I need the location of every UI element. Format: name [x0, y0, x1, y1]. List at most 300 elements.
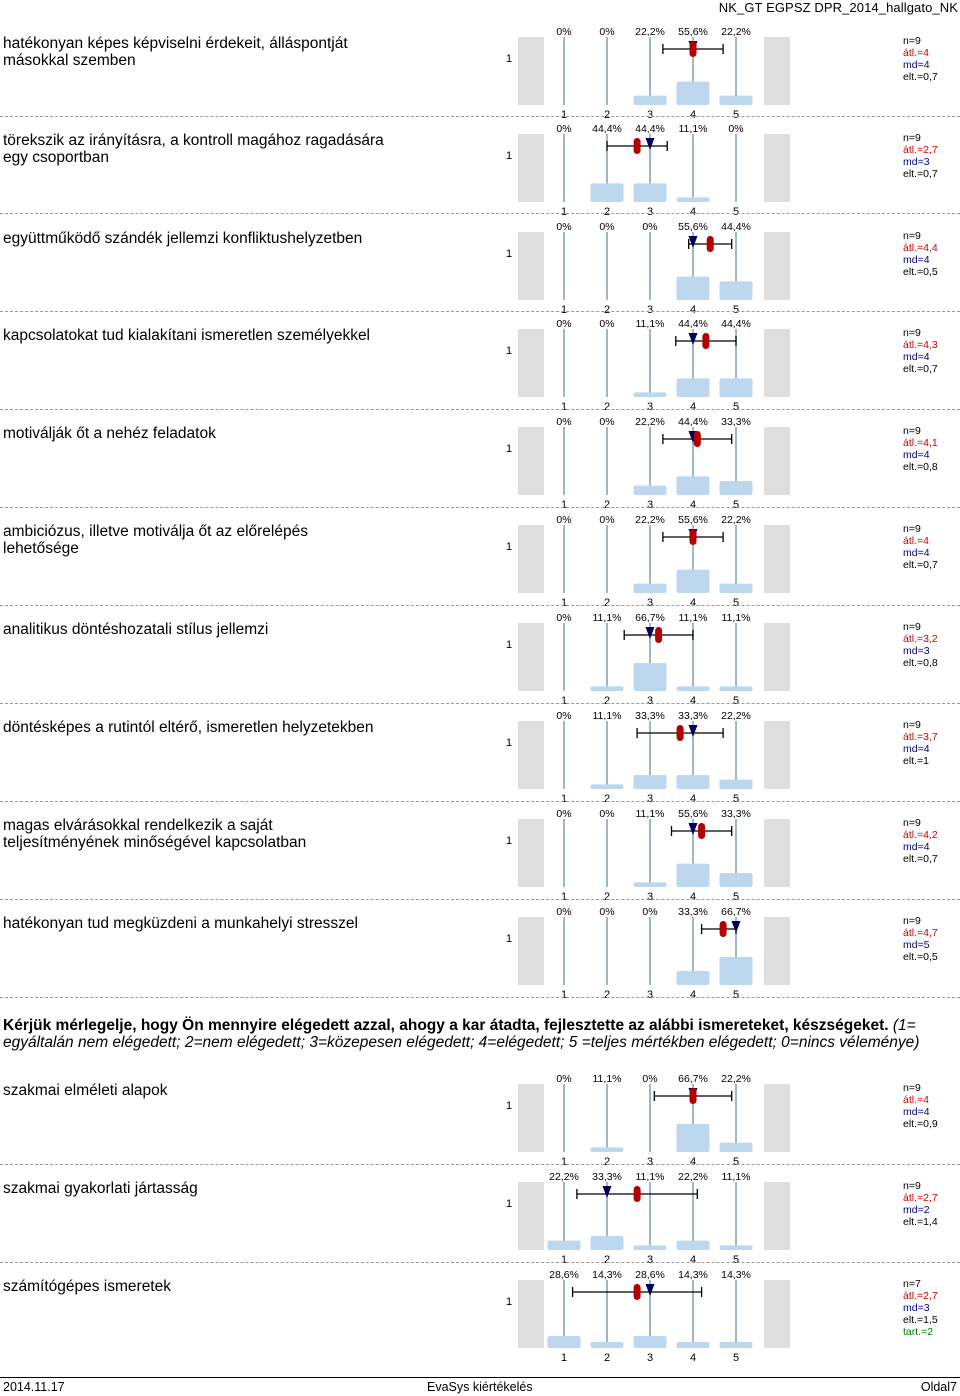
distribution-chart — [518, 1170, 790, 1264]
percentage-label: 22,2% — [721, 514, 751, 526]
scale-tick-label: 5 — [732, 1156, 740, 1168]
stat-mean: átl.=4,1 — [903, 437, 938, 449]
right-gray-block — [764, 134, 790, 202]
scale-tick-label: 4 — [689, 109, 697, 121]
scale-tick-label: 3 — [646, 304, 654, 316]
scale-tick-label: 3 — [646, 206, 654, 218]
question-text: motiválják őt a nehéz feladatok — [3, 425, 216, 442]
right-gray-block — [764, 1280, 790, 1348]
percentage-label: 33,3% — [635, 710, 665, 722]
percentage-label: 44,4% — [635, 123, 665, 135]
item-separator — [0, 899, 960, 900]
distribution-chart — [518, 905, 790, 999]
percentage-label: 55,6% — [678, 26, 708, 38]
distribution-chart — [518, 415, 790, 509]
distribution-bar — [677, 476, 710, 495]
stat-stddev: elt.=0,7 — [903, 168, 938, 180]
scale-tick-label: 3 — [646, 1352, 654, 1364]
scale-tick-label: 1 — [560, 1352, 568, 1364]
stat-count: n=9 — [903, 35, 921, 47]
stat-mean: átl.=4,2 — [903, 829, 938, 841]
distribution-bar — [677, 378, 710, 397]
scale-tick-label: 2 — [603, 597, 611, 609]
question-text: kapcsolatokat tud kialakítani ismeretlen személyekkel — [3, 327, 371, 344]
median-marker — [689, 333, 698, 345]
item-separator — [0, 1164, 960, 1165]
stat-mean: átl.=2,7 — [903, 1290, 938, 1302]
scale-tick-label: 4 — [689, 206, 697, 218]
left-gray-block — [518, 232, 544, 300]
distribution-bar — [677, 277, 710, 300]
right-gray-block — [764, 721, 790, 789]
distribution-bar — [634, 183, 667, 202]
percentage-label: 11,1% — [592, 1073, 622, 1085]
median-marker — [646, 138, 655, 150]
percentage-label: 66,7% — [635, 612, 665, 624]
scale-tick-label: 5 — [732, 304, 740, 316]
distribution-bar — [634, 392, 667, 397]
distribution-bar — [720, 96, 753, 105]
statistics-block — [903, 1278, 938, 1338]
percentage-label: 11,1% — [635, 1171, 665, 1183]
percentage-label: 55,6% — [678, 221, 708, 233]
distribution-bar — [591, 183, 624, 202]
stat-median: md=4 — [903, 547, 930, 559]
scale-tick-label: 2 — [603, 304, 611, 316]
distribution-chart — [518, 709, 790, 803]
statistics-block — [903, 915, 938, 963]
distribution-chart — [518, 807, 790, 901]
percentage-label: 11,1% — [635, 808, 665, 820]
distribution-bar — [548, 1241, 581, 1250]
left-gray-block — [518, 1280, 544, 1348]
stat-stddev: elt.=0,8 — [903, 657, 938, 669]
percentage-label: 0% — [556, 123, 572, 135]
percentage-label: 14,3% — [592, 1269, 622, 1281]
distribution-bar — [677, 570, 710, 593]
scale-tick-label: 1 — [560, 989, 568, 1001]
mean-marker — [655, 627, 662, 643]
scale-tick-label: 3 — [646, 989, 654, 1001]
scale-tick-label: 4 — [689, 891, 697, 903]
statistics-block — [903, 719, 938, 767]
distribution-chart — [518, 317, 790, 411]
mean-marker — [698, 823, 705, 839]
percentage-label: 0% — [556, 318, 572, 330]
distribution-bar — [634, 486, 667, 495]
mean-marker — [694, 431, 701, 447]
percentage-label: 0% — [642, 906, 658, 918]
stat-stddev: elt.=0,5 — [903, 951, 938, 963]
scale-tick-label: 4 — [689, 304, 697, 316]
stat-count: n=9 — [903, 915, 921, 927]
distribution-chart — [518, 611, 790, 705]
distribution-bar — [720, 686, 753, 691]
scale-tick-label: 5 — [732, 1254, 740, 1266]
distribution-bar — [720, 481, 753, 495]
percentage-label: 0% — [599, 906, 615, 918]
scale-tick-label: 4 — [689, 597, 697, 609]
percentage-label: 44,4% — [678, 318, 708, 330]
percentage-label: 33,3% — [678, 906, 708, 918]
median-marker — [646, 1284, 655, 1296]
statistics-block — [903, 523, 938, 571]
distribution-bar — [720, 378, 753, 397]
stat-stddev: elt.=0,8 — [903, 461, 938, 473]
statistics-block — [903, 230, 938, 278]
stat-abstain: tart.=2 — [903, 1326, 934, 1338]
scale-tick-label: 4 — [689, 1352, 697, 1364]
stat-count: n=9 — [903, 523, 921, 535]
scale-tick-label: 4 — [689, 499, 697, 511]
item-separator — [0, 801, 960, 802]
percentage-label: 0% — [556, 710, 572, 722]
percentage-label: 0% — [556, 612, 572, 624]
stat-stddev: elt.=0,7 — [903, 559, 938, 571]
scale-tick-label: 2 — [603, 1254, 611, 1266]
scale-tick-label: 1 — [560, 499, 568, 511]
section-instructions — [3, 1017, 943, 1051]
stat-count: n=9 — [903, 1180, 921, 1192]
statistics-block — [903, 425, 938, 473]
item-separator — [0, 605, 960, 606]
scale-tick-label: 3 — [646, 499, 654, 511]
distribution-bar — [677, 1342, 710, 1348]
distribution-bar — [677, 1241, 710, 1250]
scale-tick-label: 2 — [603, 891, 611, 903]
item-separator — [0, 213, 960, 214]
right-gray-block — [764, 1182, 790, 1250]
percentage-label: 55,6% — [678, 514, 708, 526]
scale-low-label: 1 — [506, 1296, 513, 1308]
percentage-label: 0% — [728, 123, 744, 135]
left-gray-block — [518, 134, 544, 202]
scale-tick-label: 3 — [646, 695, 654, 707]
question-text: ambiciózus, illetve motiválja őt az előrelépés lehetősége — [3, 523, 308, 557]
percentage-label: 44,4% — [678, 416, 708, 428]
stat-count: n=9 — [903, 817, 921, 829]
stat-stddev: elt.=0,7 — [903, 363, 938, 375]
percentage-label: 0% — [599, 221, 615, 233]
percentage-label: 11,1% — [678, 123, 708, 135]
percentage-label: 0% — [556, 514, 572, 526]
percentage-label: 33,3% — [678, 710, 708, 722]
percentage-label: 22,2% — [721, 1073, 751, 1085]
mean-marker — [707, 236, 714, 252]
right-gray-block — [764, 1084, 790, 1152]
item-separator — [0, 409, 960, 410]
scale-low-label: 1 — [506, 248, 513, 260]
statistics-block — [903, 132, 938, 180]
percentage-label: 0% — [599, 416, 615, 428]
stat-median: md=4 — [903, 841, 930, 853]
mean-marker — [690, 41, 697, 57]
percentage-label: 66,7% — [678, 1073, 708, 1085]
stat-stddev: elt.=0,9 — [903, 1118, 938, 1130]
left-gray-block — [518, 819, 544, 887]
median-marker — [646, 627, 655, 639]
scale-tick-label: 2 — [603, 109, 611, 121]
percentage-label: 11,1% — [635, 318, 665, 330]
scale-tick-label: 5 — [732, 206, 740, 218]
stat-count: n=9 — [903, 719, 921, 731]
percentage-label: 44,4% — [592, 123, 622, 135]
distribution-bar — [634, 663, 667, 691]
stat-median: md=4 — [903, 59, 930, 71]
scale-tick-label: 1 — [560, 597, 568, 609]
percentage-label: 33,3% — [721, 416, 751, 428]
distribution-bar — [634, 96, 667, 105]
right-gray-block — [764, 917, 790, 985]
statistics-block — [903, 1180, 938, 1228]
question-text: magas elvárásokkal rendelkezik a saját teljesítményének minőségével kapcsolatban — [3, 817, 307, 851]
percentage-label: 11,1% — [721, 1171, 751, 1183]
question-text: döntésképes a rutintól eltérő, ismeretlen helyzetekben — [3, 719, 374, 736]
scale-low-label: 1 — [506, 443, 513, 455]
stat-mean: átl.=2,7 — [903, 144, 938, 156]
distribution-bar — [634, 882, 667, 887]
left-gray-block — [518, 427, 544, 495]
statistics-block — [903, 35, 938, 83]
scale-tick-label: 1 — [560, 1254, 568, 1266]
scale-tick-label: 3 — [646, 597, 654, 609]
percentage-label: 22,2% — [549, 1171, 579, 1183]
question-text: számítógépes ismeretek — [3, 1278, 171, 1295]
mean-marker — [702, 333, 709, 349]
stat-median: md=5 — [903, 939, 930, 951]
distribution-bar — [548, 1336, 581, 1348]
item-separator — [0, 311, 960, 312]
stat-median: md=4 — [903, 743, 930, 755]
percentage-label: 11,1% — [678, 612, 708, 624]
stat-median: md=3 — [903, 1302, 930, 1314]
stat-count: n=9 — [903, 425, 921, 437]
stat-count: n=9 — [903, 621, 921, 633]
percentage-label: 0% — [599, 514, 615, 526]
scale-low-label: 1 — [506, 53, 513, 65]
question-text: együttműködő szándék jellemzi konfliktushelyzetben — [3, 230, 363, 247]
scale-tick-label: 2 — [603, 695, 611, 707]
distribution-bar — [720, 584, 753, 593]
scale-tick-label: 4 — [689, 695, 697, 707]
scale-tick-label: 4 — [689, 793, 697, 805]
stat-stddev: elt.=1 — [903, 755, 929, 767]
stat-stddev: elt.=0,7 — [903, 853, 938, 865]
scale-tick-label: 2 — [603, 1156, 611, 1168]
median-marker — [689, 823, 698, 835]
item-separator — [0, 703, 960, 704]
page-footer — [0, 1377, 960, 1396]
distribution-bar — [677, 775, 710, 789]
distribution-chart — [518, 513, 790, 607]
median-marker — [732, 921, 741, 933]
stat-median: md=3 — [903, 156, 930, 168]
mean-marker — [677, 725, 684, 741]
percentage-label: 33,3% — [721, 808, 751, 820]
left-gray-block — [518, 721, 544, 789]
scale-tick-label: 3 — [646, 109, 654, 121]
stat-median: md=4 — [903, 1106, 930, 1118]
scale-low-label: 1 — [506, 933, 513, 945]
right-gray-block — [764, 427, 790, 495]
right-gray-block — [764, 525, 790, 593]
scale-tick-label: 3 — [646, 1254, 654, 1266]
percentage-label: 22,2% — [635, 26, 665, 38]
percentage-label: 22,2% — [721, 26, 751, 38]
percentage-label: 44,4% — [721, 318, 751, 330]
distribution-bar — [720, 957, 753, 985]
scale-tick-label: 5 — [732, 695, 740, 707]
distribution-bar — [720, 873, 753, 887]
stat-count: n=9 — [903, 1082, 921, 1094]
distribution-chart — [518, 1072, 790, 1166]
question-text: szakmai elméleti alapok — [3, 1082, 168, 1099]
percentage-label: 14,3% — [678, 1269, 708, 1281]
percentage-label: 14,3% — [721, 1269, 751, 1281]
stat-mean: átl.=4 — [903, 535, 929, 547]
stat-mean: átl.=3,2 — [903, 633, 938, 645]
question-text: hatékonyan képes képviselni érdekeit, álláspontját másokkal szemben — [3, 35, 348, 69]
percentage-label: 11,1% — [592, 612, 622, 624]
scale-tick-label: 5 — [732, 989, 740, 1001]
scale-tick-label: 2 — [603, 1352, 611, 1364]
stat-mean: átl.=2,7 — [903, 1192, 938, 1204]
left-gray-block — [518, 37, 544, 105]
section-instructions-scale: (1= egyáltalán nem elégedett; 2=nem elégedett; 3=közepesen elégedett; 4=elégedett; 5 =teljes mértékben elégedett; 0=nincs véleménye) — [3, 1017, 920, 1051]
percentage-label: 28,6% — [635, 1269, 665, 1281]
stat-stddev: elt.=0,7 — [903, 71, 938, 83]
percentage-label: 0% — [556, 1073, 572, 1085]
scale-tick-label: 5 — [732, 499, 740, 511]
left-gray-block — [518, 329, 544, 397]
distribution-bar — [591, 1236, 624, 1250]
distribution-bar — [677, 1124, 710, 1152]
scale-low-label: 1 — [506, 345, 513, 357]
stat-count: n=9 — [903, 327, 921, 339]
percentage-label: 28,6% — [549, 1269, 579, 1281]
scale-tick-label: 1 — [560, 891, 568, 903]
stat-median: md=4 — [903, 449, 930, 461]
mean-marker — [634, 1186, 641, 1202]
question-text: analitikus döntéshozatali stílus jellemzi — [3, 621, 269, 638]
statistics-block — [903, 621, 938, 669]
median-marker — [689, 236, 698, 248]
document-id: NK_GT EGPSZ DPR_2014_hallgato_NK — [718, 0, 958, 15]
scale-tick-label: 3 — [646, 1156, 654, 1168]
stat-median: md=2 — [903, 1204, 930, 1216]
stat-count: n=9 — [903, 132, 921, 144]
distribution-chart — [518, 25, 790, 119]
stat-mean: átl.=4,7 — [903, 927, 938, 939]
percentage-label: 22,2% — [678, 1171, 708, 1183]
median-marker — [603, 1186, 612, 1198]
scale-tick-label: 3 — [646, 401, 654, 413]
percentage-label: 0% — [556, 26, 572, 38]
mean-marker — [634, 1284, 641, 1300]
percentage-label: 0% — [556, 416, 572, 428]
mean-marker — [690, 529, 697, 545]
scale-tick-label: 2 — [603, 793, 611, 805]
scale-tick-label: 1 — [560, 206, 568, 218]
percentage-label: 0% — [599, 26, 615, 38]
distribution-bar — [591, 686, 624, 691]
scale-low-label: 1 — [506, 835, 513, 847]
scale-tick-label: 5 — [732, 109, 740, 121]
statistics-block — [903, 1082, 938, 1130]
percentage-label: 66,7% — [721, 906, 751, 918]
scale-tick-label: 4 — [689, 401, 697, 413]
scale-tick-label: 1 — [560, 109, 568, 121]
distribution-bar — [634, 1245, 667, 1250]
mean-marker — [690, 1088, 697, 1104]
scale-tick-label: 2 — [603, 499, 611, 511]
distribution-bar — [591, 1342, 624, 1348]
percentage-label: 0% — [599, 318, 615, 330]
right-gray-block — [764, 232, 790, 300]
left-gray-block — [518, 1084, 544, 1152]
percentage-label: 0% — [642, 221, 658, 233]
right-gray-block — [764, 623, 790, 691]
stat-mean: átl.=4,4 — [903, 242, 938, 254]
percentage-label: 44,4% — [721, 221, 751, 233]
percentage-label: 0% — [556, 906, 572, 918]
distribution-bar — [634, 1336, 667, 1348]
scale-tick-label: 1 — [560, 1156, 568, 1168]
question-text: hatékonyan tud megküzdeni a munkahelyi stresszel — [3, 915, 358, 932]
distribution-bar — [677, 82, 710, 105]
percentage-label: 0% — [556, 221, 572, 233]
right-gray-block — [764, 329, 790, 397]
scale-tick-label: 1 — [560, 304, 568, 316]
percentage-label: 0% — [599, 808, 615, 820]
distribution-bar — [677, 686, 710, 691]
right-gray-block — [764, 37, 790, 105]
left-gray-block — [518, 623, 544, 691]
scale-low-label: 1 — [506, 541, 513, 553]
scale-tick-label: 1 — [560, 695, 568, 707]
item-separator — [0, 507, 960, 508]
scale-low-label: 1 — [506, 639, 513, 651]
scale-low-label: 1 — [506, 150, 513, 162]
item-separator — [0, 1262, 960, 1263]
section-instructions-main: Kérjük mérlegelje, hogy Ön mennyire elégedett azzal, ahogy a kar átadta, fejlesztette az alábbi ismereteket, készségeket. — [3, 1017, 889, 1034]
scale-tick-label: 1 — [560, 793, 568, 805]
stat-mean: átl.=3,7 — [903, 731, 938, 743]
footer-date: 2014.11.17 — [3, 1380, 65, 1394]
scale-tick-label: 5 — [732, 1352, 740, 1364]
scale-tick-label: 2 — [603, 206, 611, 218]
item-separator — [0, 997, 960, 998]
scale-low-label: 1 — [506, 737, 513, 749]
distribution-bar — [720, 281, 753, 300]
distribution-bar — [720, 780, 753, 789]
stat-median: md=4 — [903, 254, 930, 266]
mean-marker — [634, 138, 641, 154]
scale-tick-label: 4 — [689, 989, 697, 1001]
percentage-label: 0% — [556, 808, 572, 820]
statistics-block — [903, 327, 938, 375]
question-text: szakmai gyakorlati jártasság — [3, 1180, 198, 1197]
stat-mean: átl.=4,3 — [903, 339, 938, 351]
scale-tick-label: 3 — [646, 793, 654, 805]
scale-tick-label: 3 — [646, 891, 654, 903]
scale-tick-label: 4 — [689, 1254, 697, 1266]
percentage-label: 33,3% — [592, 1171, 622, 1183]
median-marker — [689, 725, 698, 737]
stat-median: md=4 — [903, 351, 930, 363]
stat-stddev: elt.=0,5 — [903, 266, 938, 278]
item-separator — [0, 116, 960, 117]
